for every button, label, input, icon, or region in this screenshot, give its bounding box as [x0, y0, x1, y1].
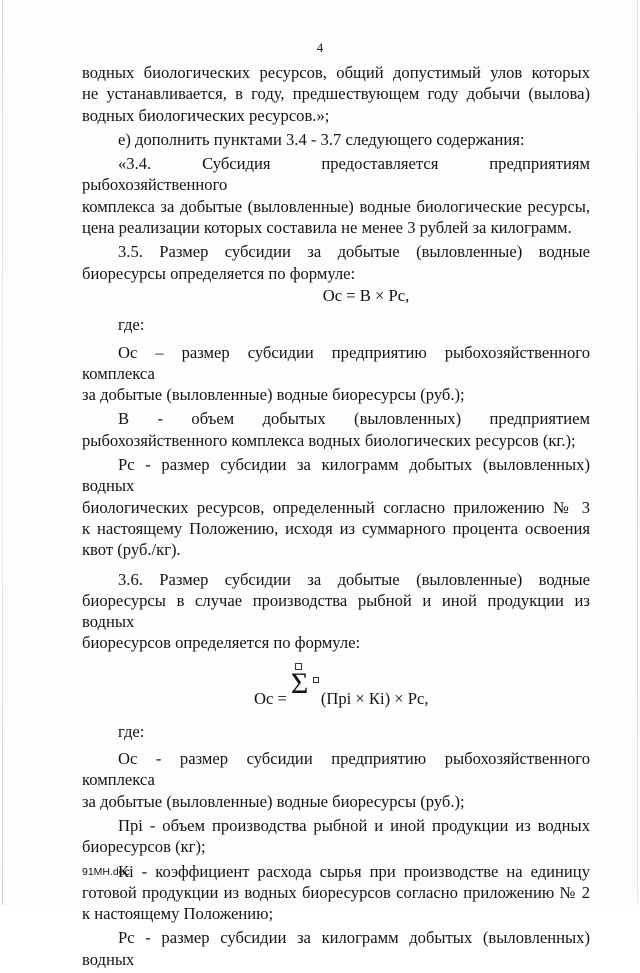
text-line: е) дополнить пунктами 3.4 - 3.7 следующего содержания:	[118, 129, 525, 149]
sigma-glyph: Σ	[290, 666, 309, 700]
formula-sum	[82, 657, 590, 715]
text-line: не устанавливается, в году, предшествующем году добычи (вылова)	[82, 84, 590, 104]
paragraph-3-5-line: биоресурсы определяется по формуле:	[82, 263, 356, 283]
paragraph-3-5-line: 3.5. Размер субсидии за добытые (выловленные) водные	[118, 242, 590, 262]
definition-k-line: Кi - коэффициент расхода сырья при производстве на единицу	[118, 861, 590, 881]
paragraph-3-4-line: «3.4. Субсидия предоставляется предприятиям рыбохозяйственного	[82, 154, 590, 195]
definition-k-line: к настоящему Положению;	[82, 904, 274, 924]
paragraph-3-4-line: комплекса за добытые (выловленные) водные биологические ресурсы,	[82, 196, 590, 216]
definition-k-line: готовой продукции из водных биоресурсов согласно приложению № 2	[82, 882, 590, 902]
definition-rc-line: биологических ресурсов, определенный согласно приложению № 3	[82, 497, 590, 517]
paragraph-3-6-line: биоресурсы в случае производства рыбной и иной продукции из водных	[82, 590, 590, 632]
definition-pr-line: биоресурсов (кг);	[82, 837, 206, 857]
paragraph-3-6-line: биоресурсов определяется по формуле:	[82, 633, 361, 653]
definition-oc-line: за добытые (выловленные) водные биоресурсы (руб.);	[82, 385, 465, 405]
paragraph-3-4-line: цена реализации которых составила не менее 3 рублей за килограмм.	[82, 218, 572, 238]
where-label: где:	[118, 315, 145, 335]
definition-rc-line: Рс - размер субсидии за килограмм добытых (выловленных) водных	[82, 928, 590, 969]
definition-rc-line: квот (руб./кг).	[82, 540, 181, 560]
definition-oc-line: Ос - размер субсидии предприятию рыбохозяйственного комплекса	[82, 749, 590, 790]
page-number: 4	[316, 40, 324, 55]
paragraph-3-6-line: 3.6. Размер субсидии за добытые (выловленные) водные	[118, 569, 590, 589]
text-line: водных биологических ресурсов.»;	[82, 105, 330, 125]
definition-rc-line: Рс - размер субсидии за килограмм добытых (выловленных) водных	[82, 455, 590, 496]
text-line: водных биологических ресурсов, общий допустимый улов которых	[82, 63, 590, 82]
definition-rc-line: к настоящему Положению, исходя из суммарного процента освоения	[82, 518, 590, 538]
definition-pr-line: Прi - объем производства рыбной и иной продукции из водных	[118, 815, 590, 835]
sigma-symbol	[289, 663, 315, 715]
document-body	[82, 62, 590, 973]
where-label: где:	[118, 721, 145, 741]
sum-index-placeholder	[313, 677, 319, 683]
definition-oc-line: за добытые (выловленные) водные биоресурсы (руб.);	[82, 791, 465, 811]
formula-simple: Ос = В × Рс,	[322, 285, 410, 305]
scan-edge-left	[2, 0, 3, 905]
scan-edge-right	[637, 0, 638, 905]
footer-filename: 91МН.doc	[82, 866, 130, 878]
formula-sum-rhs: (Прi × Кi) × Рс,	[320, 688, 429, 708]
definition-v-line: рыбохозяйственного комплекса водных биологических ресурсов (кг.);	[82, 430, 576, 450]
formula-sum-lhs: Ос =	[254, 688, 287, 708]
definition-v-line: В - объем добытых (выловленных) предприятием	[118, 409, 590, 429]
definition-oc-line: Ос – размер субсидии предприятию рыбохозяйственного комплекса	[82, 342, 590, 383]
